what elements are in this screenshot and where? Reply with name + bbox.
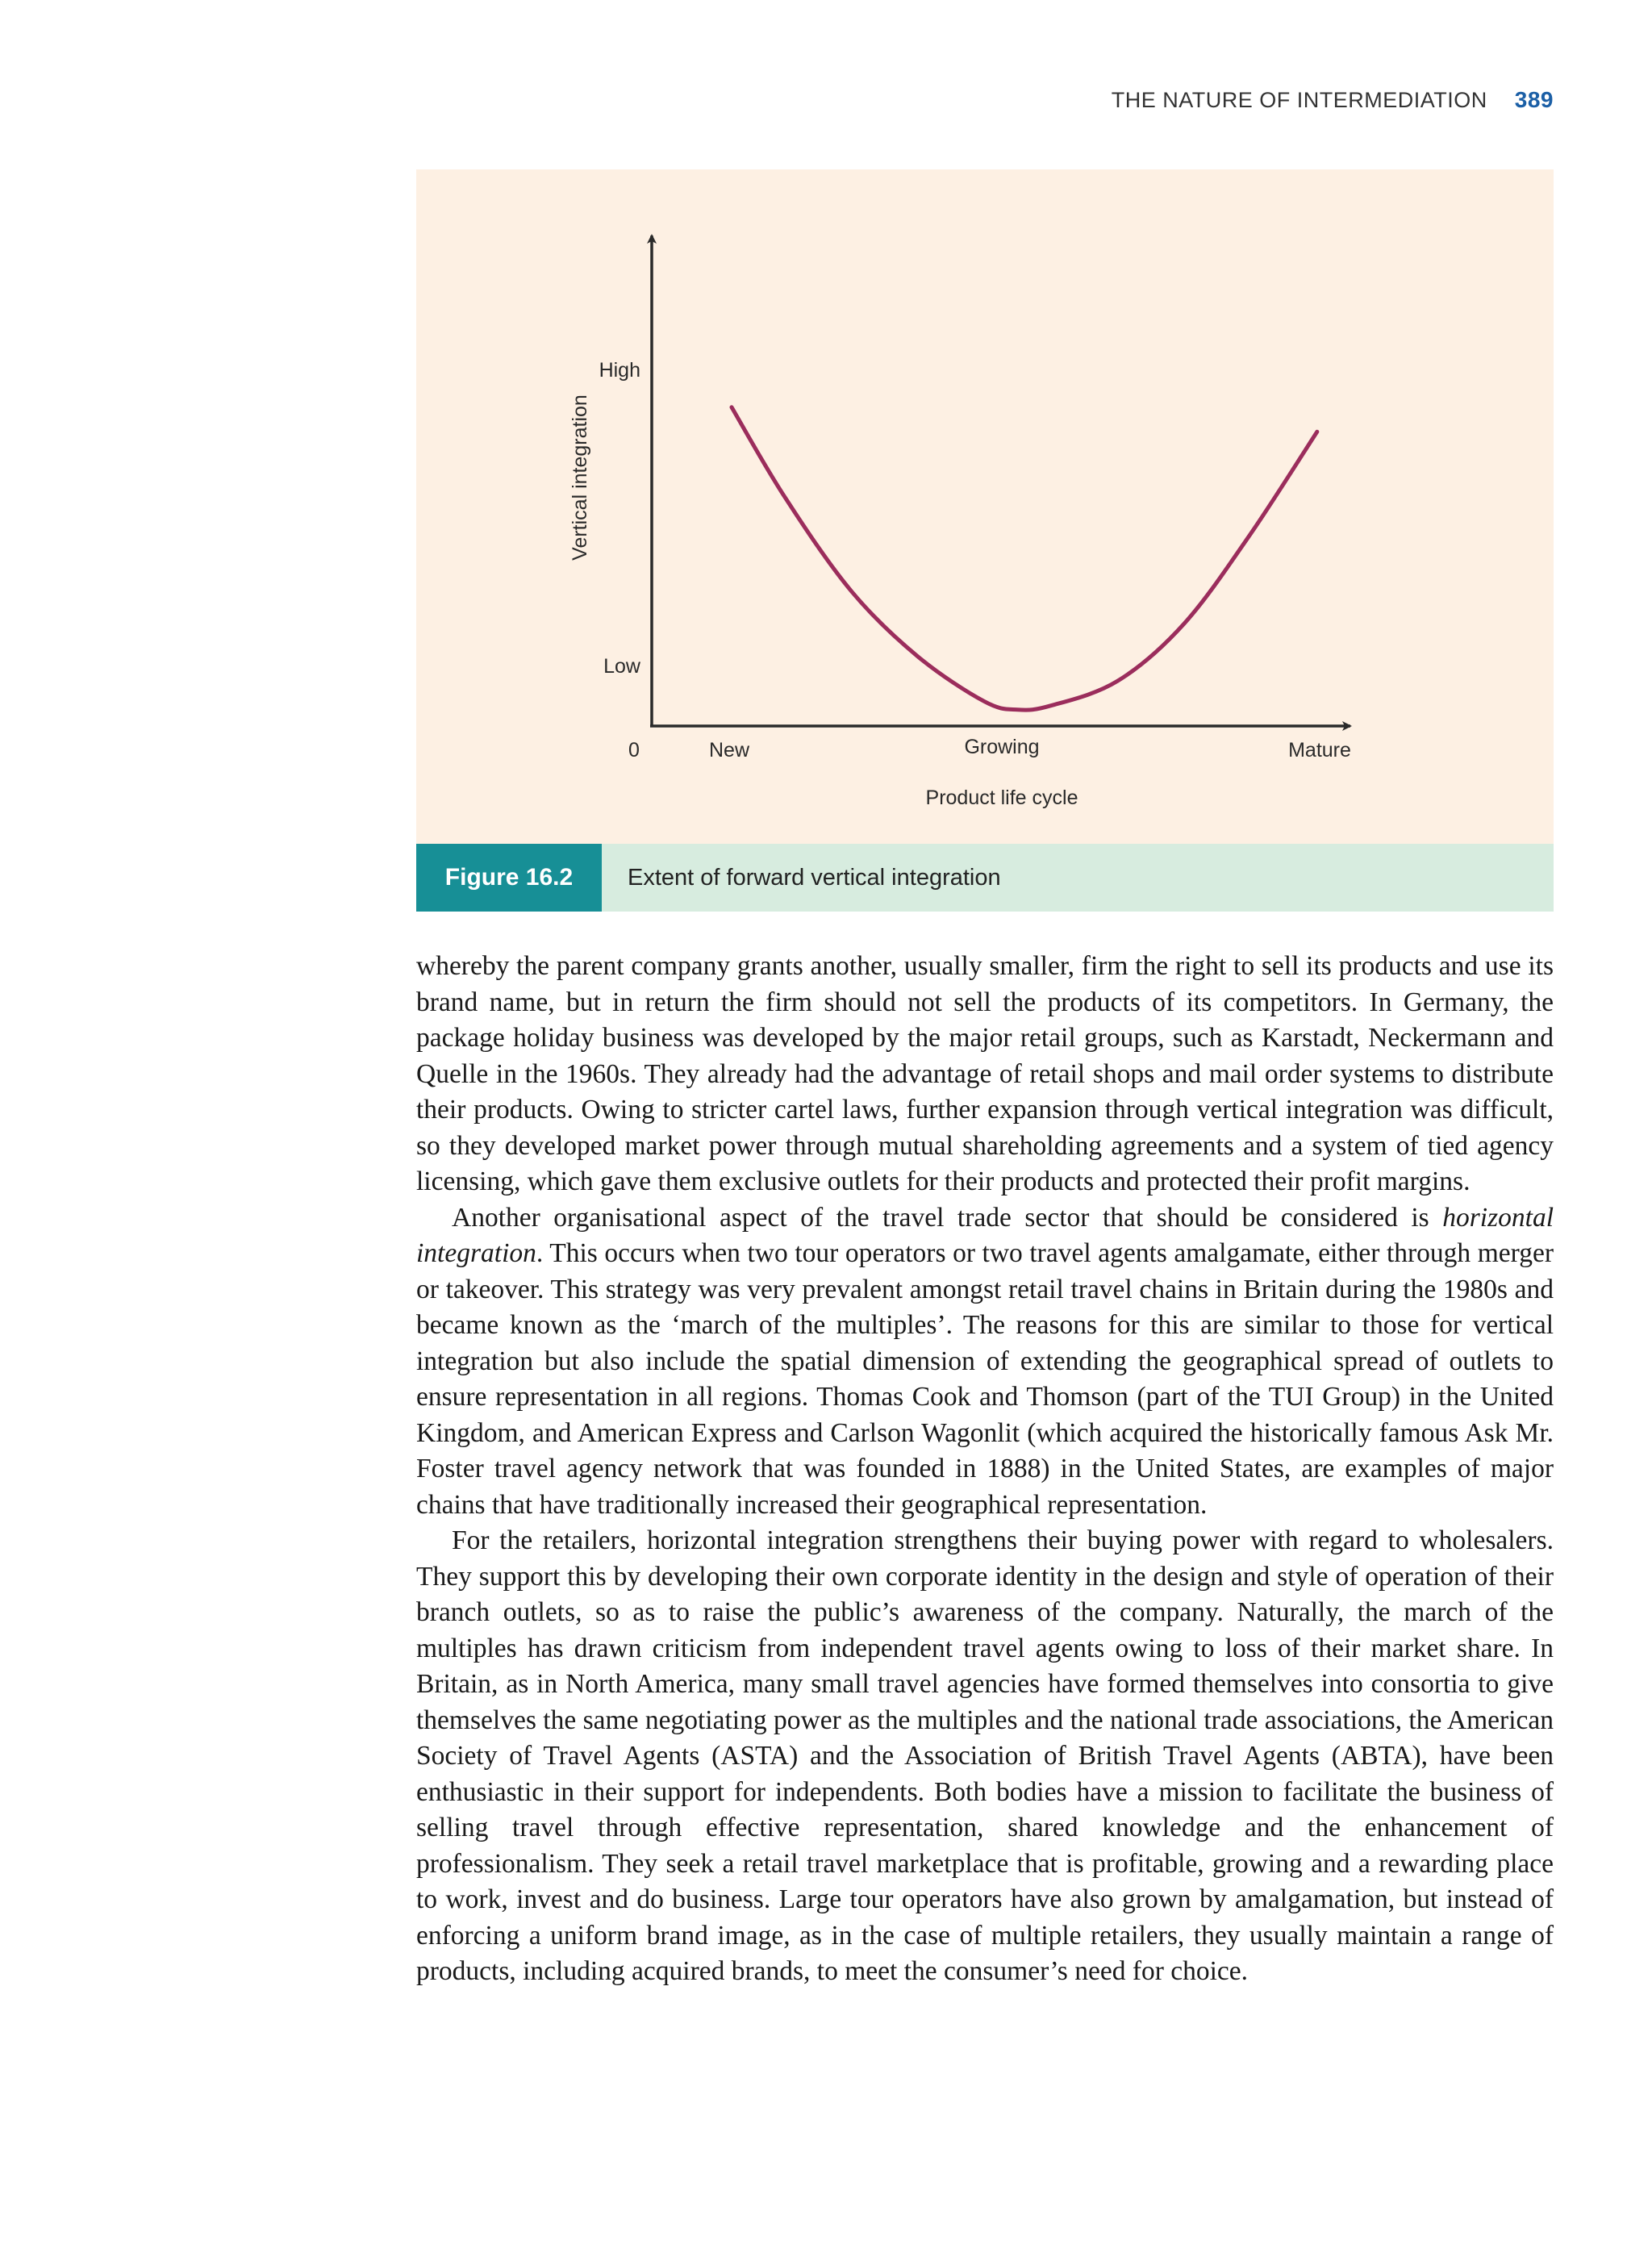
chart: [416, 169, 1554, 844]
page-number: 389: [1514, 87, 1554, 112]
body-text: [416, 949, 1554, 1990]
x-axis-label: Product life cycle: [925, 787, 1078, 809]
term-horizontal-integration: horizontal integration: [416, 1202, 1554, 1268]
paragraph-3: For the retailers, horizontal integration strengthens their buying power with regard to wholesalers. They support this by developing their own corporate identity in the design and style of operation of their branch outlets, so as to raise the public’s awareness of the company. Naturally, the march of the multiples has drawn criticism from independent travel agents owing to loss of their market share. In Britain, as in North America, many small travel agencies have formed themselves into consortia to give themselves the same negotiating power as the multiples and the national trade associations, the American Society of Travel Agents (ASTA) and the Association of British Travel Agents (ABTA), have been enthusiastic in their support for independents. Both bodies have a mission to facilitate the business of selling travel through effective representation, shared knowledge and the enhancement of professionalism. They seek a retail travel marketplace that is profitable, growing and a rewarding place to work, invest and do business. Large tour operators have also grown by amalgamation, but instead of enforcing a uniform brand image, as in the case of multiple retailers, they usually maintain a range of products, including acquired brands, to meet the consumer’s need for choice.: [416, 1525, 1554, 1986]
paragraph-2-start: Another organisational aspect of the travel trade sector that should be considered is: [452, 1202, 1443, 1233]
series-line: [732, 407, 1317, 710]
figure-caption-bar: [416, 844, 1554, 912]
x-tick-mature: Mature: [1288, 739, 1351, 762]
running-head: [1112, 87, 1554, 113]
figure-panel: [416, 169, 1554, 912]
x-tick-growing: Growing: [964, 736, 1040, 758]
y-tick-high: High: [599, 359, 640, 382]
paragraph-1: whereby the parent company grants another, usually smaller, firm the right to sell its products and use its brand name, but in return the firm should not sell the products of its competitors. In Germany, the package holiday business was developed by the major retail groups, such as Karstadt, Neckermann and Quelle in the 1960s. They already had the advantage of retail shops and mail order systems to distribute their products. Owing to stricter cartel laws, further expansion through vertical integration was difficult, so they developed market power through mutual shareholding agreements and a system of tied agency licensing, which gave them exclusive outlets for their products and protected their profit margins.: [416, 951, 1554, 1196]
figure-label: Figure 16.2: [416, 844, 602, 912]
y-tick-low: Low: [603, 655, 640, 678]
figure-caption: Extent of forward vertical integration: [628, 864, 1001, 891]
y-axis-label: Vertical integration: [569, 394, 591, 561]
running-title: THE NATURE OF INTERMEDIATION: [1111, 88, 1487, 112]
x-tick-origin: 0: [628, 739, 640, 762]
x-tick-new: New: [708, 739, 750, 762]
paragraph-2-rest: . This occurs when two tour operators or two travel agents amalgamate, either through merger or takeover. This strategy was very prevalent amongst retail travel chains in Britain during the 1980s and became known as the ‘march of the multiples’. The reasons for this are similar to those for vertical integration but also include the spatial dimension of extending the geographical spread of outlets to ensure representation in all regions. Thomas Cook and Thomson (part of the TUI Group) in the United Kingdom, and American Express and Carlson Wagonlit (which acquired the historically famous Ask Mr. Foster travel agency network that was founded in 1888) in the United States, are examples of major chains that have traditionally increased their geographical representation.: [416, 1238, 1554, 1520]
paragraph-2: [416, 1200, 1554, 1524]
